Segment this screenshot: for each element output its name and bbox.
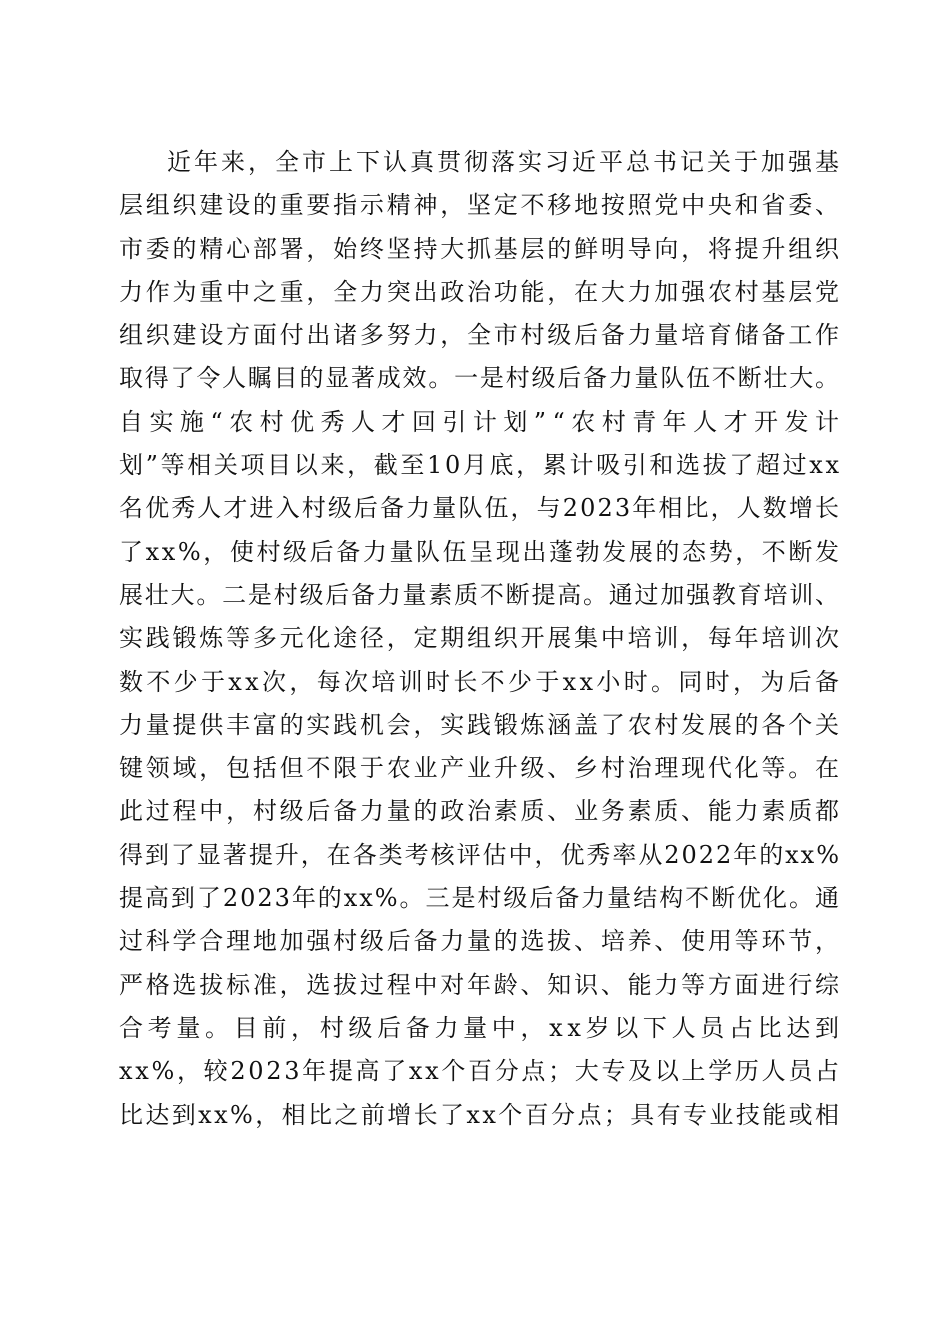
text-line: 合考量。目前，村级后备力量中，xx岁以下人员占比达到 <box>119 1013 844 1042</box>
text-line: 自实施“农村优秀人才回引计划”“农村青年人才开发计 <box>119 407 846 436</box>
text-line: 近年来，全市上下认真贯彻落实习近平总书记关于加强基 <box>167 148 842 176</box>
text-line: 此过程中，村级后备力量的政治素质、业务素质、能力素质都 <box>119 797 842 826</box>
text-line: 提高到了2023年的xx%。三是村级后备力量结构不断优化。通 <box>119 884 841 913</box>
text-line: 过科学合理地加强村级后备力量的选拔、培养、使用等环节， <box>119 927 842 956</box>
text-line: 划”等相关项目以来，截至10月底，累计吸引和选拔了超过xx <box>119 451 842 480</box>
text-line: 得到了显著提升，在各类考核评估中，优秀率从2022年的xx% <box>119 840 841 869</box>
text-line: 力作为重中之重，全力突出政治功能，在大力加强农村基层党 <box>119 277 842 306</box>
text-line: 实践锻炼等多元化途径，定期组织开展集中培训，每年培训次 <box>119 624 842 653</box>
text-line: 市委的精心部署，始终坚持大抓基层的鲜明导向，将提升组织 <box>119 234 842 263</box>
text-line: 比达到xx%，相比之前增长了xx个百分点；具有专业技能或相 <box>119 1100 842 1129</box>
text-line: 组织建设方面付出诸多努力，全市村级后备力量培育储备工作 <box>119 321 842 350</box>
text-line: 了xx%，使村级后备力量队伍呈现出蓬勃发展的态势，不断发 <box>119 537 842 566</box>
body-paragraph <box>119 141 846 1137</box>
text-line: 键领域，包括但不限于农业产业升级、乡村治理现代化等。在 <box>119 754 842 783</box>
text-line: 数不少于xx次，每次培训时长不少于xx小时。同时，为后备 <box>119 667 843 696</box>
text-line: 展壮大。二是村级后备力量素质不断提高。通过加强教育培训、 <box>119 580 841 609</box>
text-line: 严格选拔标准，选拔过程中对年龄、知识、能力等方面进行综 <box>119 970 842 999</box>
text-line: xx%，较2023年提高了xx个百分点；大专及以上学历人员占 <box>119 1057 842 1086</box>
text-line: 力量提供丰富的实践机会，实践锻炼涵盖了农村发展的各个关 <box>119 710 842 739</box>
text-line: 名优秀人才进入村级后备力量队伍，与2023年相比，人数增长 <box>119 494 842 523</box>
text-line: 层组织建设的重要指示精神，坚定不移地按照党中央和省委、 <box>119 191 842 220</box>
text-line: 取得了令人瞩目的显著成效。一是村级后备力量队伍不断壮大。 <box>119 364 841 393</box>
